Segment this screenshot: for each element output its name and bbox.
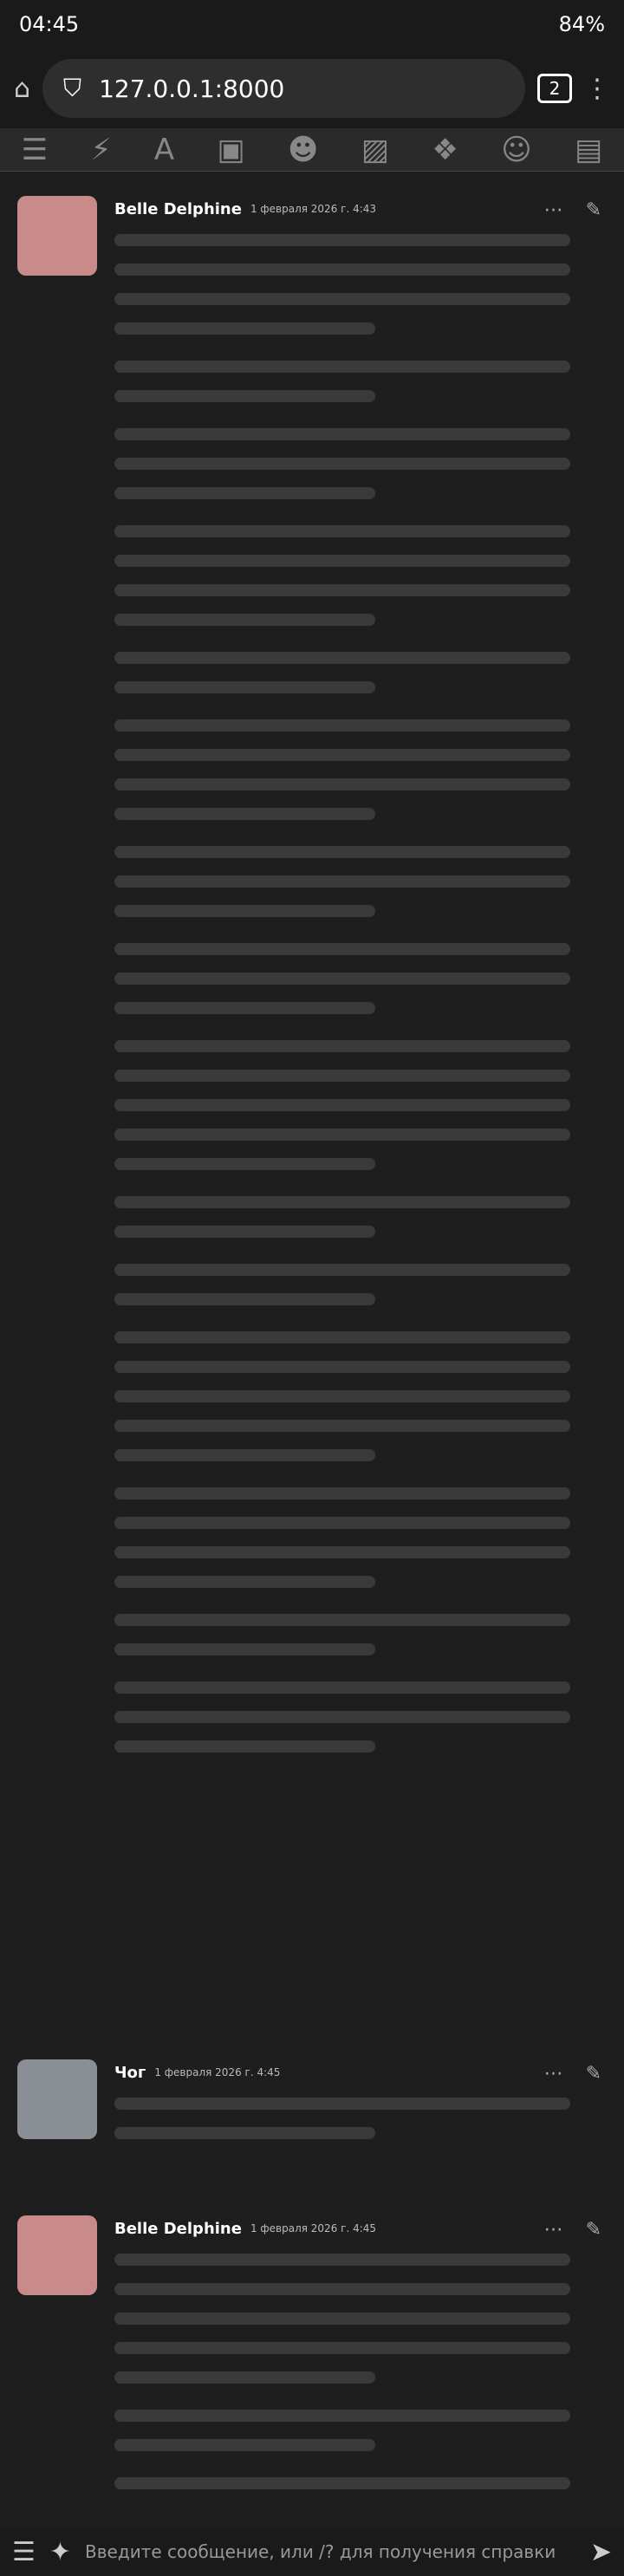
redacted-paragraph (114, 1196, 589, 1238)
placeholder-line (114, 1740, 375, 1753)
formatting-toolbar (0, 128, 624, 172)
plug-icon[interactable]: ⚡ (90, 132, 112, 167)
placeholder-line (114, 390, 375, 402)
placeholder-line (114, 1129, 570, 1141)
placeholder-line (114, 719, 570, 732)
placeholder-line (114, 808, 375, 820)
redacted-paragraph (114, 652, 589, 693)
more-icon[interactable]: ⋯ (543, 2063, 563, 2085)
placeholder-line (114, 1643, 375, 1656)
edit-icon[interactable]: ✎ (585, 2219, 601, 2241)
placeholder-line (114, 973, 570, 985)
placeholder-line (114, 2342, 570, 2354)
author-name: Чог (114, 2063, 146, 2082)
placeholder-line (114, 2477, 570, 2489)
more-icon[interactable]: ⋯ (543, 2219, 563, 2241)
placeholder-line (114, 1711, 570, 1723)
smile-icon[interactable]: ☺ (501, 132, 532, 167)
placeholder-line (114, 1576, 375, 1588)
placeholder-line (114, 322, 375, 335)
redacted-paragraph (114, 719, 589, 820)
redacted-paragraph (114, 1040, 589, 1170)
placeholder-line (114, 263, 570, 276)
placeholder-line (114, 749, 570, 761)
placeholder-line (114, 1449, 375, 1461)
timestamp: 1 февраля 2026 г. 4:43 (250, 203, 377, 215)
redacted-paragraph (114, 1331, 589, 1461)
placeholder-line (114, 1682, 570, 1694)
status-bar (0, 0, 624, 49)
font-icon[interactable]: A (153, 132, 175, 167)
avatar (17, 196, 97, 276)
placeholder-line (114, 1390, 570, 1402)
placeholder-line (114, 2371, 375, 2384)
options-menu-icon[interactable]: ☰ (12, 2536, 36, 2567)
id-card-icon[interactable]: ▤ (575, 132, 603, 167)
redacted-paragraph (114, 943, 589, 1014)
placeholder-line (114, 555, 570, 567)
placeholder-line (114, 943, 570, 955)
author-name: Belle Delphine (114, 2219, 242, 2238)
clock: 04:45 (19, 12, 80, 36)
placeholder-line (114, 2439, 375, 2451)
placeholder-line (114, 2098, 570, 2110)
edit-icon[interactable]: ✎ (585, 199, 601, 221)
author-name: Belle Delphine (114, 199, 242, 218)
placeholder-line (114, 2313, 570, 2325)
placeholder-line (114, 234, 570, 246)
placeholder-line (114, 905, 375, 917)
placeholder-line (114, 1099, 570, 1111)
placeholder-line (114, 293, 570, 305)
redacted-paragraph (114, 2410, 589, 2451)
chat-message (0, 2215, 624, 2515)
message-input[interactable]: Введите сообщение, или /? для получения справки (85, 2541, 556, 2562)
redacted-paragraph (114, 361, 589, 402)
image-icon[interactable]: ▨ (361, 132, 389, 167)
placeholder-line (114, 1264, 570, 1276)
battery-level: 84% (558, 12, 605, 36)
placeholder-line (114, 2410, 570, 2422)
placeholder-line (114, 1293, 375, 1305)
redacted-paragraph (114, 2254, 589, 2384)
avatar (17, 2215, 97, 2295)
tab-switcher-button[interactable]: 2 (537, 74, 572, 103)
home-icon[interactable]: ⌂ (14, 73, 31, 104)
redacted-paragraph (114, 525, 589, 626)
sliders-icon[interactable]: ☰ (21, 132, 49, 167)
timestamp: 1 февраля 2026 г. 4:45 (154, 2066, 281, 2078)
placeholder-line (114, 525, 570, 537)
placeholder-line (114, 778, 570, 790)
redacted-paragraph (114, 2098, 589, 2139)
more-icon[interactable]: ⋯ (543, 199, 563, 221)
message-body-redacted (114, 2098, 589, 2139)
placeholder-line (114, 361, 570, 373)
placeholder-line (114, 584, 570, 596)
placeholder-line (114, 1487, 570, 1499)
chat-message (0, 196, 624, 1779)
send-icon[interactable]: ➤ (589, 2536, 612, 2567)
placeholder-line (114, 614, 375, 626)
shield-icon: ⛉ (63, 74, 82, 102)
redacted-paragraph (114, 1487, 589, 1588)
placeholder-line (114, 1614, 570, 1626)
redacted-paragraph (114, 234, 589, 335)
url-text: 127.0.0.1:8000 (99, 74, 285, 103)
placeholder-line (114, 1040, 570, 1052)
redacted-paragraph (114, 1614, 589, 1656)
redacted-paragraph (114, 1264, 589, 1305)
redacted-paragraph (114, 2477, 589, 2489)
placeholder-line (114, 2127, 375, 2139)
placeholder-line (114, 2254, 570, 2266)
placeholder-line (114, 846, 570, 858)
placeholder-line (114, 1070, 570, 1082)
placeholder-line (114, 458, 570, 470)
placeholder-line (114, 1420, 570, 1432)
redacted-paragraph (114, 846, 589, 917)
edit-icon[interactable]: ✎ (585, 2063, 601, 2085)
placeholder-line (114, 1002, 375, 1014)
placeholder-line (114, 1196, 570, 1208)
magic-wand-icon[interactable]: ✦ (49, 2536, 72, 2567)
placeholder-line (114, 1517, 570, 1529)
placeholder-line (114, 1226, 375, 1238)
chat-message (0, 2059, 624, 2165)
placeholder-line (114, 681, 375, 693)
placeholder-line (114, 2283, 570, 2295)
message-input-bar (0, 2527, 624, 2576)
placeholder-line (114, 1361, 570, 1373)
placeholder-line (114, 1331, 570, 1343)
placeholder-line (114, 652, 570, 664)
placeholder-line (114, 875, 570, 888)
address-bar[interactable] (42, 59, 525, 118)
placeholder-line (114, 428, 570, 440)
book-icon[interactable]: ▣ (217, 132, 245, 167)
cubes-icon[interactable]: ❖ (432, 132, 458, 167)
avatar (17, 2059, 97, 2139)
message-body-redacted (114, 234, 589, 1753)
redacted-paragraph (114, 428, 589, 499)
placeholder-line (114, 1158, 375, 1170)
redacted-paragraph (114, 1682, 589, 1753)
placeholder-line (114, 487, 375, 499)
user-settings-icon[interactable]: ☻ (288, 132, 319, 167)
timestamp: 1 февраля 2026 г. 4:45 (250, 2222, 377, 2234)
menu-icon[interactable]: ⋮ (584, 73, 610, 104)
browser-bar (0, 49, 624, 128)
placeholder-line (114, 1546, 570, 1558)
message-body-redacted (114, 2254, 589, 2489)
